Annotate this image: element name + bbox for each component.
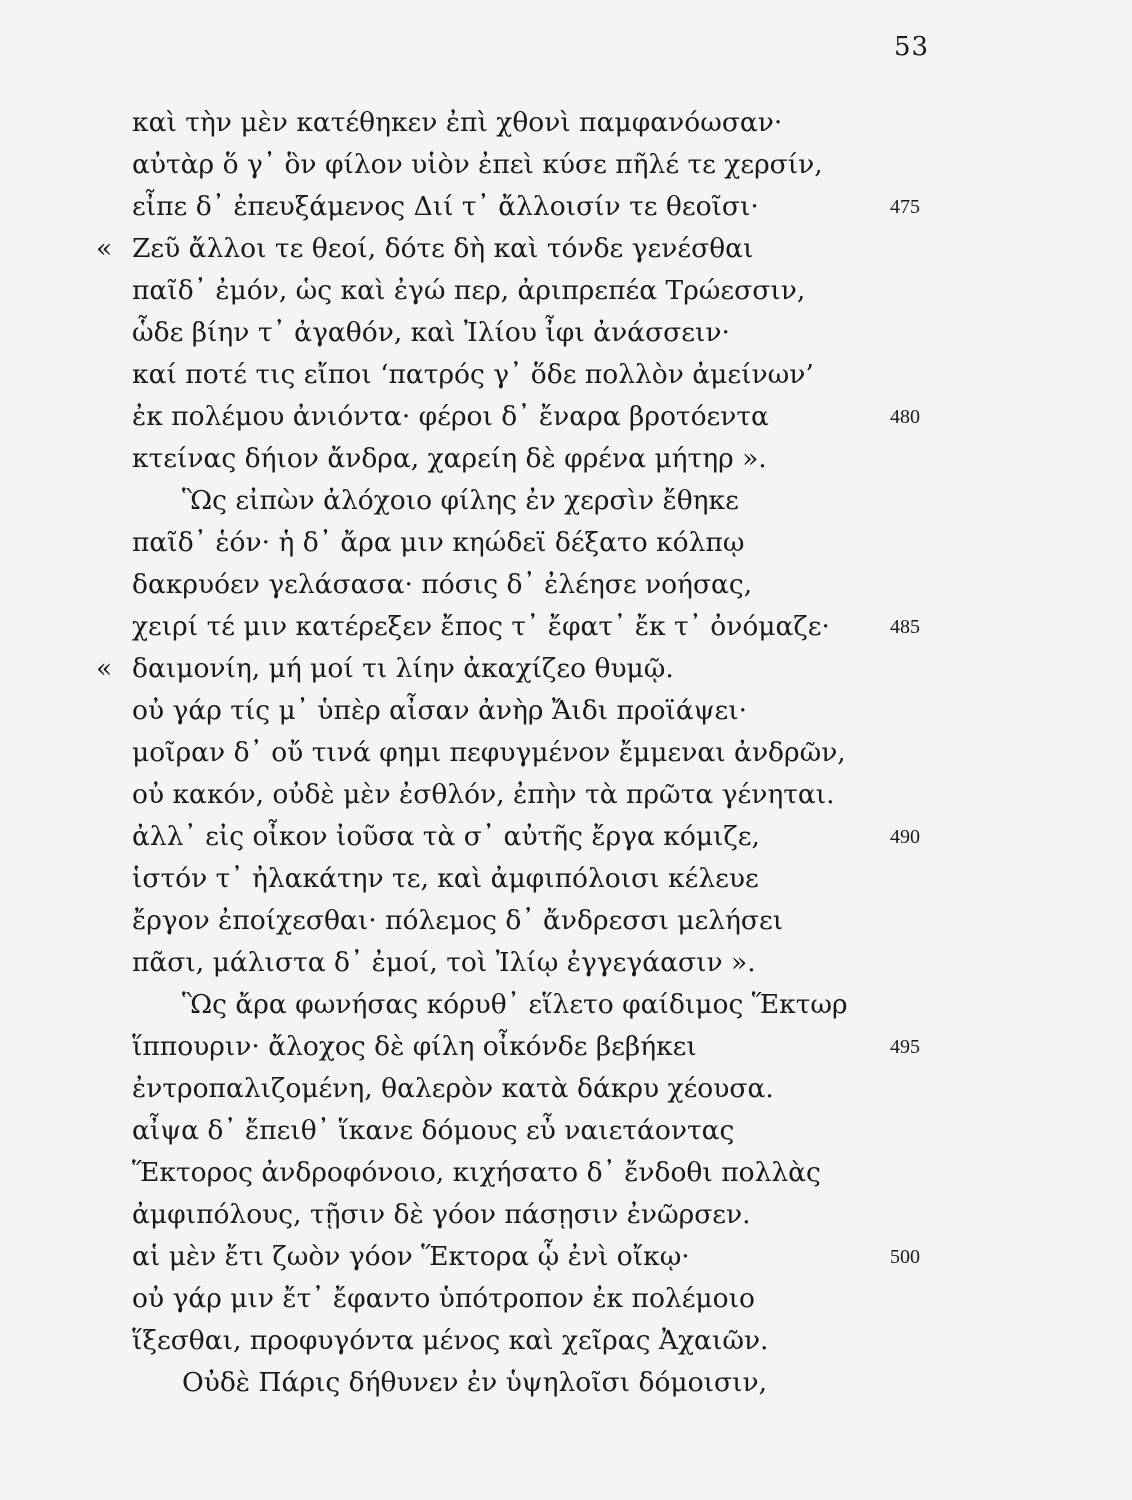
verse-line	[0, 480, 1132, 522]
verse-text: μοῖραν δ᾽ οὔ τινά φημι πεφυγμένον ἔμμεναι ἀνδρῶν,	[132, 737, 846, 768]
verse-text: Ὣς ἄρα φωνήσας κόρυθ᾽ εἵλετο φαίδιμος Ἕκτωρ	[182, 989, 848, 1020]
verse-line	[0, 1320, 1132, 1362]
verse-line	[0, 354, 1132, 396]
line-number: 480	[890, 406, 920, 428]
verse-text: αἶψα δ᾽ ἔπειθ᾽ ἵκανε δόμους εὖ ναιετάοντας	[132, 1115, 735, 1146]
opening-quote-mark: «	[96, 233, 113, 264]
verse-line	[0, 1068, 1132, 1110]
verse-line	[0, 900, 1132, 942]
verse-text: Ὣς εἰπὼν ἀλόχοιο φίλης ἐν χερσὶν ἔθηκε	[182, 485, 739, 516]
page-number: 53	[894, 32, 930, 62]
verse-text: οὐ κακόν, οὐδὲ μὲν ἐσθλόν, ἐπὴν τὰ πρῶτα γένηται.	[132, 779, 835, 810]
verse-line	[0, 270, 1132, 312]
verse-line	[0, 606, 1132, 648]
verse-text: ἱστόν τ᾽ ἠλακάτην τε, καὶ ἀμφιπόλοισι κέλευε	[132, 863, 759, 894]
verse-text: δακρυόεν γελάσασα· πόσις δ᾽ ἐλέησε νοήσας,	[132, 569, 753, 600]
verse-line	[0, 312, 1132, 354]
verse-line	[0, 144, 1132, 186]
verse-text: ἵξεσθαι, προφυγόντα μένος καὶ χεῖρας Ἀχαιῶν.	[132, 1325, 769, 1356]
verse-text: ἵππουριν· ἄλοχος δὲ φίλη οἶκόνδε βεβήκει	[132, 1031, 697, 1062]
verse-line	[0, 1194, 1132, 1236]
line-number: 485	[890, 616, 920, 638]
verse-text: δαιμονίη, μή μοί τι λίην ἀκαχίζεο θυμῷ.	[132, 653, 674, 684]
verse-line	[0, 186, 1132, 228]
verse-text: χειρί τέ μιν κατέρεξεν ἔπος τ᾽ ἔφατ᾽ ἔκ τ᾽ ὀνόμαζε·	[132, 611, 830, 642]
verse-line	[0, 102, 1132, 144]
verse-line	[0, 774, 1132, 816]
verse-text: Ζεῦ ἄλλοι τε θεοί, δότε δὴ καὶ τόνδε γενέσθαι	[132, 233, 754, 264]
verse-line	[0, 816, 1132, 858]
verse-line	[0, 522, 1132, 564]
verse-text: καί ποτέ τις εἴποι ‘πατρός γ᾽ ὅδε πολλὸν ἀμείνων’	[132, 359, 814, 390]
verse-line	[0, 228, 1132, 270]
verse-text: ἀμφιπόλους, τῇσιν δὲ γόον πάσῃσιν ἐνῶρσεν.	[132, 1199, 751, 1230]
opening-quote-mark: «	[96, 653, 113, 684]
verse-text: ἔργον ἐποίχεσθαι· πόλεμος δ᾽ ἄνδρεσσι μελήσει	[132, 905, 784, 936]
verse-line	[0, 1026, 1132, 1068]
verse-text: παῖδ᾽ ἐμόν, ὡς καὶ ἐγώ περ, ἀριπρεπέα Τρώεσσιν,	[132, 275, 806, 306]
verse-text: ἐντροπαλιζομένη, θαλερὸν κατὰ δάκρυ χέουσα.	[132, 1073, 774, 1104]
verse-text: Ἕκτορος ἀνδροφόνοιο, κιχήσατο δ᾽ ἔνδοθι πολλὰς	[132, 1157, 821, 1188]
verse-text: κτείνας δήιον ἄνδρα, χαρείη δὲ φρένα μήτηρ ».	[132, 443, 767, 474]
verse-line	[0, 1152, 1132, 1194]
verse-text: ἀλλ᾽ εἰς οἶκον ἰοῦσα τὰ σ᾽ αὐτῆς ἔργα κόμιζε,	[132, 821, 760, 852]
verse-text: ἐκ πολέμου ἀνιόντα· φέροι δ᾽ ἔναρα βροτόεντα	[132, 401, 769, 432]
verse-text: οὐ γάρ μιν ἔτ᾽ ἔφαντο ὑπότροπον ἐκ πολέμοιο	[132, 1283, 755, 1314]
verse-text: αὐτὰρ ὅ γ᾽ ὃν φίλον υἱὸν ἐπεὶ κύσε πῆλέ τε χερσίν,	[132, 149, 823, 180]
line-number: 475	[890, 196, 920, 218]
verse-text: εἶπε δ᾽ ἐπευξάμενος Διί τ᾽ ἄλλοισίν τε θεοῖσι·	[132, 191, 759, 222]
verse-text: αἱ μὲν ἔτι ζωὸν γόον Ἕκτορα ᾧ ἐνὶ οἴκῳ·	[132, 1241, 690, 1272]
line-number: 495	[890, 1036, 920, 1058]
verse-text: Οὐδὲ Πάρις δήθυνεν ἐν ὑψηλοῖσι δόμοισιν,	[182, 1367, 767, 1398]
verse-line	[0, 732, 1132, 774]
verse-text: καὶ τὴν μὲν κατέθηκεν ἐπὶ χθονὶ παμφανόωσαν·	[132, 107, 783, 138]
verse-block	[0, 102, 1132, 1404]
verse-line	[0, 564, 1132, 606]
verse-line	[0, 438, 1132, 480]
verse-line	[0, 984, 1132, 1026]
verse-text: παῖδ᾽ ἑόν· ἡ δ᾽ ἄρα μιν κηώδεϊ δέξατο κόλπῳ	[132, 527, 745, 558]
verse-line	[0, 690, 1132, 732]
verse-line	[0, 1236, 1132, 1278]
verse-line	[0, 648, 1132, 690]
line-number: 500	[890, 1246, 920, 1268]
verse-line	[0, 1278, 1132, 1320]
verse-line	[0, 396, 1132, 438]
verse-text: ὧδε βίην τ᾽ ἀγαθόν, καὶ Ἰλίου ἶφι ἀνάσσειν·	[132, 317, 730, 348]
verse-line	[0, 1362, 1132, 1404]
verse-text: πᾶσι, μάλιστα δ᾽ ἐμοί, τοὶ Ἰλίῳ ἐγγεγάασιν ».	[132, 947, 756, 978]
verse-text: οὐ γάρ τίς μ᾽ ὑπὲρ αἶσαν ἀνὴρ Ἄιδι προϊάψει·	[132, 695, 748, 726]
line-number: 490	[890, 826, 920, 848]
verse-line	[0, 858, 1132, 900]
verse-line	[0, 1110, 1132, 1152]
verse-line	[0, 942, 1132, 984]
